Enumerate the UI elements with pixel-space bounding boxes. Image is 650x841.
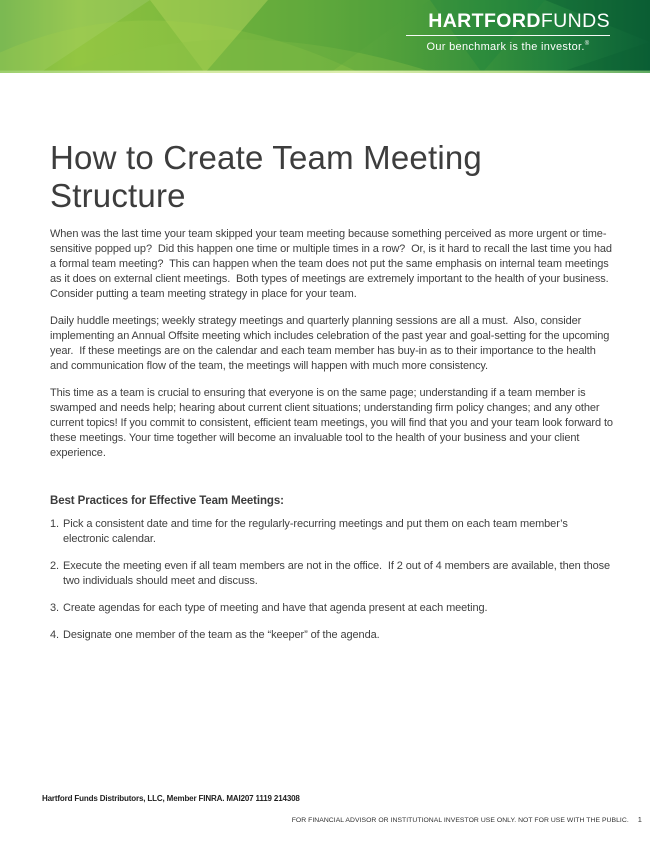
best-practices-list xyxy=(50,517,616,643)
page-title: How to Create Team Meeting Structure xyxy=(50,139,482,214)
logo-wordmark-funds: FUNDS xyxy=(540,10,610,32)
list-item-text: Create agendas for each type of meeting and have that agenda present at each meeting. xyxy=(63,602,488,614)
header-banner xyxy=(0,0,650,73)
registered-trademark-symbol: ® xyxy=(584,41,590,47)
list-item xyxy=(50,628,616,643)
footer-disclaimer-text: FOR FINANCIAL ADVISOR OR INSTITUTIONAL INVESTOR USE ONLY. NOT FOR USE WITH THE PUBLIC. xyxy=(291,817,629,824)
footer-disclaimer xyxy=(292,815,642,824)
article-body xyxy=(50,73,616,655)
intro-paragraph-3: This time as a team is crucial to ensuring that everyone is on the same page; understanding if a team member is swamped and needs help; hearing about current client situations; understanding firm policy changes; and any other current topics! If you commit to consistent, efficient team meetings, you will find that you and your team look forward to these meetings. Your time together will become an invaluable tool to the health of your business and your client experience. xyxy=(50,387,613,459)
intro-paragraph-1: When was the last time your team skipped your team meeting because something perceived as more urgent or time-sensitive popped up? Did this happen one time or multiple times in a row? Or, is it hard to recall the last time you had a formal team meeting? This can happen when the team does not put the same emphasis on internal team meetings as it does on external client meetings. Both types of meetings are extremely important to the health of your business. Consider putting a team meeting strategy in place for your team. xyxy=(50,228,612,300)
logo-tagline xyxy=(406,41,610,53)
list-item-text: Execute the meeting even if all team members are not in the office. If 2 out of 4 members are available, then those two individuals should meet and discuss. xyxy=(63,560,611,587)
list-item-text: Designate one member of the team as the “keeper” of the agenda. xyxy=(63,629,380,641)
page-number: 1 xyxy=(637,815,642,824)
list-item xyxy=(50,601,616,616)
logo-tagline-text: Our benchmark is the investor. xyxy=(426,41,585,53)
list-item-number: 1. xyxy=(50,518,59,530)
list-item-text: Pick a consistent date and time for the regularly-recurring meetings and put them on each team member’s electronic calendar. xyxy=(63,518,568,545)
list-item-number: 4. xyxy=(50,629,59,641)
logo-wordmark xyxy=(406,10,610,32)
list-item-number: 3. xyxy=(50,602,59,614)
intro-paragraph-2: Daily huddle meetings; weekly strategy meetings and quarterly planning sessions are all a must. Also, consider implementing an Annual Offsite meeting which includes celebration of the past year and goal-setting for the upcoming year. If these meetings are on the calendar and each team member has buy-in as to their importance to the health and communication flow of the team, the meetings will happen with much more consistency. xyxy=(50,315,610,372)
footer-legal-line: Hartford Funds Distributors, LLC, Member FINRA. MAI207 1119 214308 xyxy=(42,794,300,803)
logo-wordmark-hartford: HARTFORD xyxy=(428,10,541,32)
list-item xyxy=(50,517,616,547)
list-item-number: 2. xyxy=(50,560,59,572)
logo-divider-line xyxy=(406,35,610,36)
hartford-funds-logo xyxy=(406,10,610,53)
best-practices-heading: Best Practices for Effective Team Meetings: xyxy=(50,495,284,507)
list-item xyxy=(50,559,616,589)
